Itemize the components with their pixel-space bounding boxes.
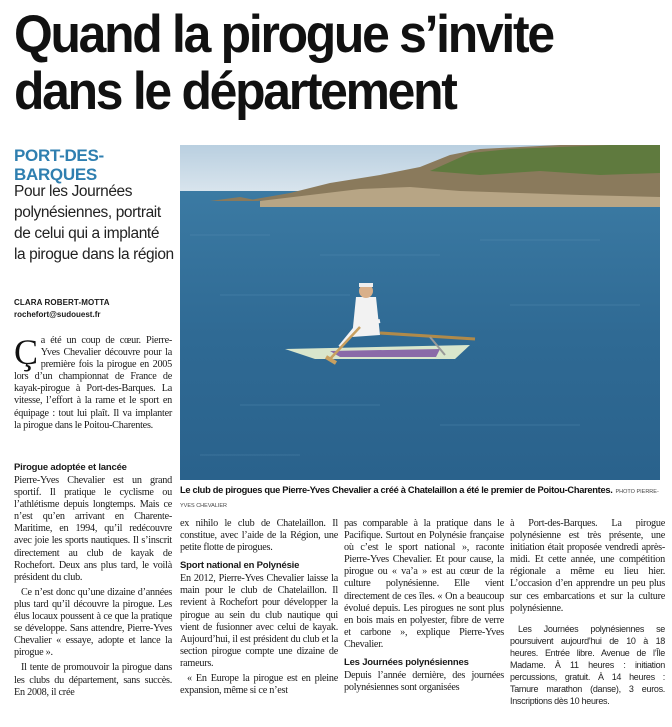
paragraph: ex nihilo le club de Chatelaillon. Il constitue, avec l’aide de la Région, une petite flotte de pirogues.: [180, 518, 338, 554]
author-name: CLARA ROBERT-MOTTA: [14, 298, 110, 307]
paragraph: Pierre-Yves Chevalier est un grand sportif. Il pratique le cyclisme ou l’athlétisme depuis longtemps. Mais ce n’est qu’en arrivant en Charente-Maritime, en 1994, qu’il redécouvre avec joie les sports nautiques. Il s’inscrit directement au club de kayak de Rochefort. Deux ans plus tard, le voilà président du club.: [14, 475, 172, 583]
paragraph: pas comparable à la pratique dans le Pacifique. Surtout en Polynésie française où c’est le sport national », raconte Pierre-Yves Chevalier. Et pour cause, la pirogue ou « va’a » est au cœur de la culture polynésienne. Elle vient directement de ces îles. « On a beaucoup évolué depuis. Les pirogues ne sont plus en bois mais en polyester, fibre de verre et carbone », explique Pierre-Yves Chevalier.: [344, 518, 504, 650]
deck-subtitle: Pour les Journées polynésiennes, portrait de celui qui a implanté la pirogue dans la région: [14, 183, 174, 263]
headline-line-1: Quand la pirogue s’invite: [14, 5, 553, 64]
article-column-4: [510, 518, 665, 710]
paragraph: Il tente de promouvoir la pirogue dans les clubs du département, sans succès. En 2008, il crée: [14, 662, 172, 698]
event-info-box: [510, 623, 665, 707]
paragraph: Depuis l’année dernière, des journées polynésiennes sont organisées: [344, 670, 504, 694]
dropcap: Ç: [14, 332, 38, 372]
photo-caption: Le club de pirogues que Pierre-Yves Chevalier a créé à Chatelaillon a été le premier de Poitou-Charentes. PHOTO PIERRE-YVES CHEVALIER: [180, 485, 659, 509]
kicker-location: PORT-DES-BARQUES: [14, 146, 104, 184]
event-info-text: Les Journées polynésiennes se poursuivent aujourd’hui de 10 à 18 heures. Entrée libre. Avenue de l’Île Madame. À 11 heures : initiation percussions, gratuit. À 14 heures : Tamure marathon (danse), 3 euros. Inscriptions dès 10 heures.: [510, 623, 665, 706]
paragraph: à Port-des-Barques. La pirogue polynésienne est très présente, une initiation était proposée vendredi après-midi. Et cette année, une compétition régionale a même eu lieu hier. L’occasion d’en apprendre un peu plus sur ces embarcations et sur la culture polynésienne.: [510, 518, 665, 614]
paragraph: Ce n’est donc qu’une dizaine d’années plus tard qu’il découvre la pirogue. Les élus locaux poussent à ce que la pratique se développe. Sans attendre, Pierre-Yves Chevalier « essaye, adopte et lance la pirogue ».: [14, 586, 172, 659]
author-email: rochefort@sudouest.fr: [14, 310, 101, 319]
headline-line-2: dans le département: [14, 62, 456, 121]
paragraph: En 2012, Pierre-Yves Chevalier laisse la main pour le club de Chatelaillon. Il revient à Rochefort pour développer la pirogue au sein du club nautique qui vient de fusionner avec celui de kayak. Aujourd’hui, il est président du club et la section pirogue compte une dizaine de rameurs.: [180, 573, 338, 669]
paragraph: « En Europe la pirogue est en pleine expansion, même si ce n’est: [180, 673, 338, 697]
article-column-3: [344, 518, 504, 697]
subhead-sport-national: Sport national en Polynésie: [180, 560, 300, 572]
article-column-2: [180, 518, 338, 700]
subhead-journees-polynesiennes: Les Journées polynésiennes: [344, 657, 469, 669]
lead-paragraph: Ça été un coup de cœur. Pierre-Yves Chevalier découvre pour la première fois la pirogue en 2005 lors d’un championnat de France de kayak-pirogue à Port-des-Barques. La vitesse, l’effort à la rame et le sport en équipage : tout lui plaît. Il va implanter la pirogue dans le Poitou-Charentes.: [14, 332, 172, 431]
article-column-1-lead: [14, 332, 172, 435]
headline: [14, 6, 625, 120]
subhead-pirogue-adoptee: Pirogue adoptée et lancée: [14, 462, 127, 473]
article-photo: [180, 145, 660, 480]
photo-credit: PHOTO PIERRE-YVES CHEVALIER: [180, 489, 659, 509]
article-column-1: [14, 456, 172, 702]
